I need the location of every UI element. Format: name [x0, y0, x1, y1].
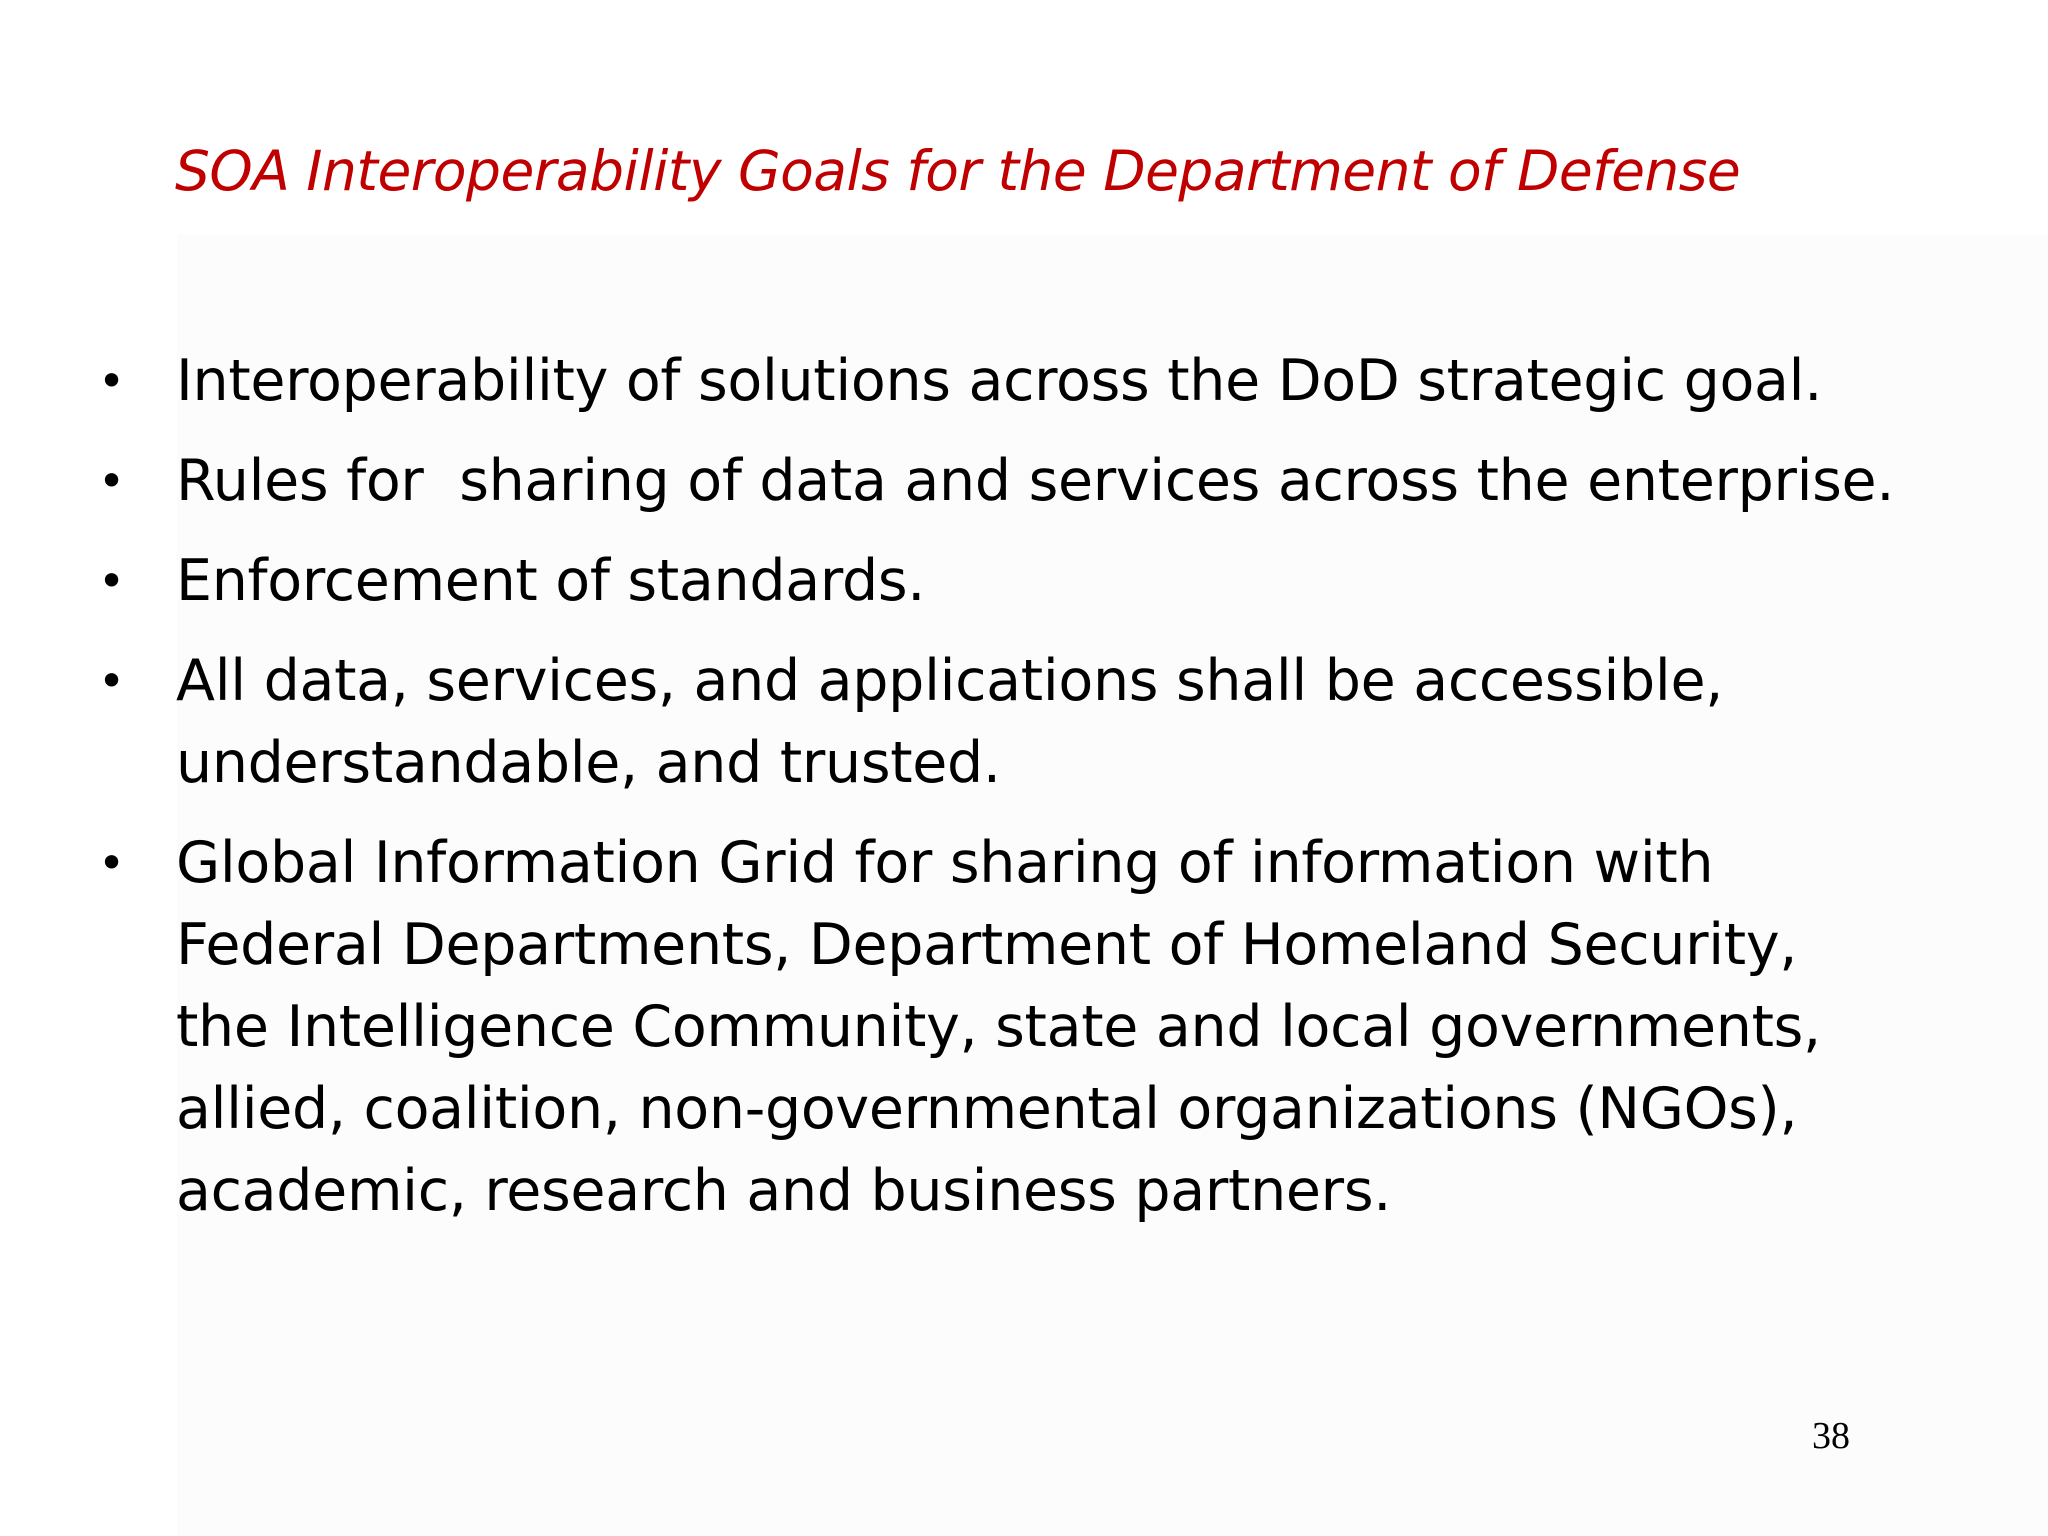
bullet-item: [98, 640, 1928, 804]
bullet-dot-icon: •: [98, 454, 126, 508]
bullet-item: [98, 440, 1928, 522]
bullet-dot-icon: •: [98, 554, 126, 608]
bullet-dot-icon: •: [98, 354, 126, 408]
slide-title: SOA Interoperability Goals for the Department of Defense: [175, 139, 1741, 203]
bullet-list: [98, 340, 1928, 1250]
bullet-text: Rules for sharing of data and services across the enterprise.: [176, 448, 1895, 514]
bullet-text: Global Information Grid for sharing of information with Federal Departments, Department of Homeland Security, the Intelligence Community, state and local governments, allied, coalition, non-governmental organizations (NGOs), academic, research and business partners.: [176, 830, 1821, 1224]
bullet-text: Enforcement of standards.: [176, 548, 926, 614]
bullet-text: All data, services, and applications shall be accessible, understandable, and trusted.: [176, 648, 1724, 796]
bullet-dot-icon: •: [98, 836, 126, 890]
page-number: 38: [1812, 1415, 1850, 1457]
bullet-dot-icon: •: [98, 654, 126, 708]
bullet-item: [98, 340, 1928, 422]
bullet-item: [98, 540, 1928, 622]
bullet-item: [98, 822, 1928, 1232]
bullet-text: Interoperability of solutions across the DoD strategic goal.: [176, 348, 1823, 414]
